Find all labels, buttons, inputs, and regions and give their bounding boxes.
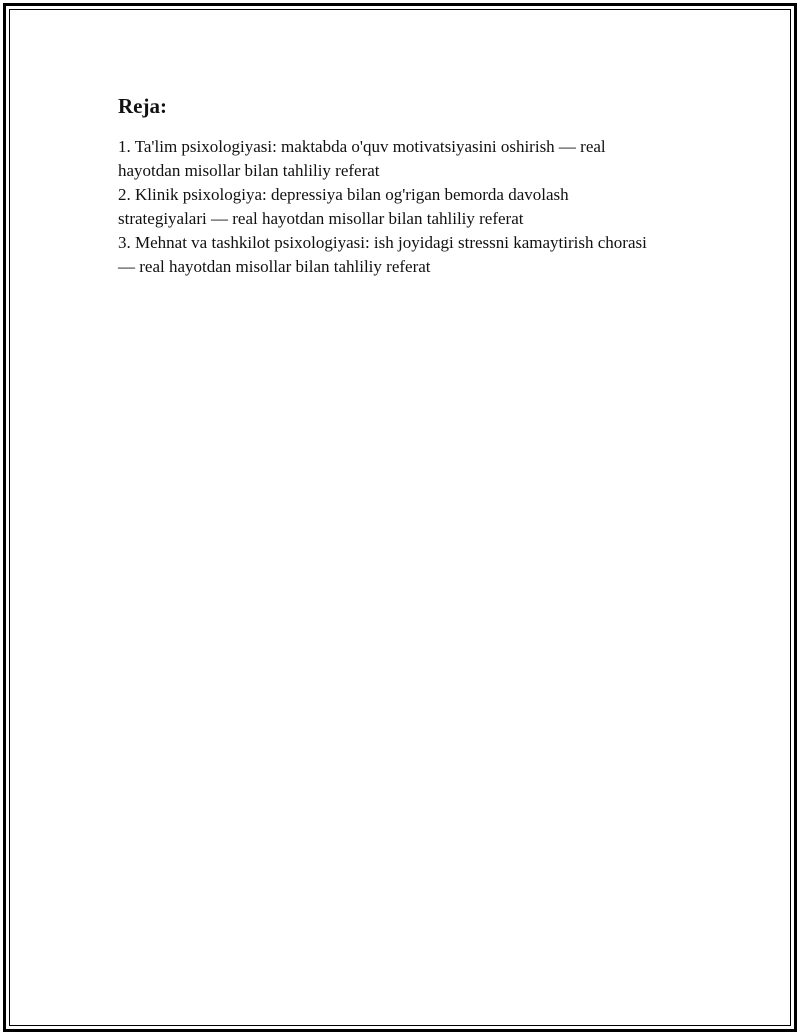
plan-item: 1. Ta'lim psixologiyasi: maktabda o'quv motivatsiyasini oshirish — real hayotdan misollar bilan tahliliy referat [118,137,606,180]
document-body [118,92,658,279]
plan-item: 3. Mehnat va tashkilot psixologiyasi: ish joyidagi stressni kamaytirish chorasi — real hayotdan misollar bilan tahliliy referat [118,233,647,276]
plan-list [118,135,658,279]
plan-item: 2. Klinik psixologiya: depressiya bilan og'rigan bemorda davolash strategiyalari — real hayotdan misollar bilan tahliliy referat [118,185,569,228]
plan-heading: Reja: [118,94,167,118]
